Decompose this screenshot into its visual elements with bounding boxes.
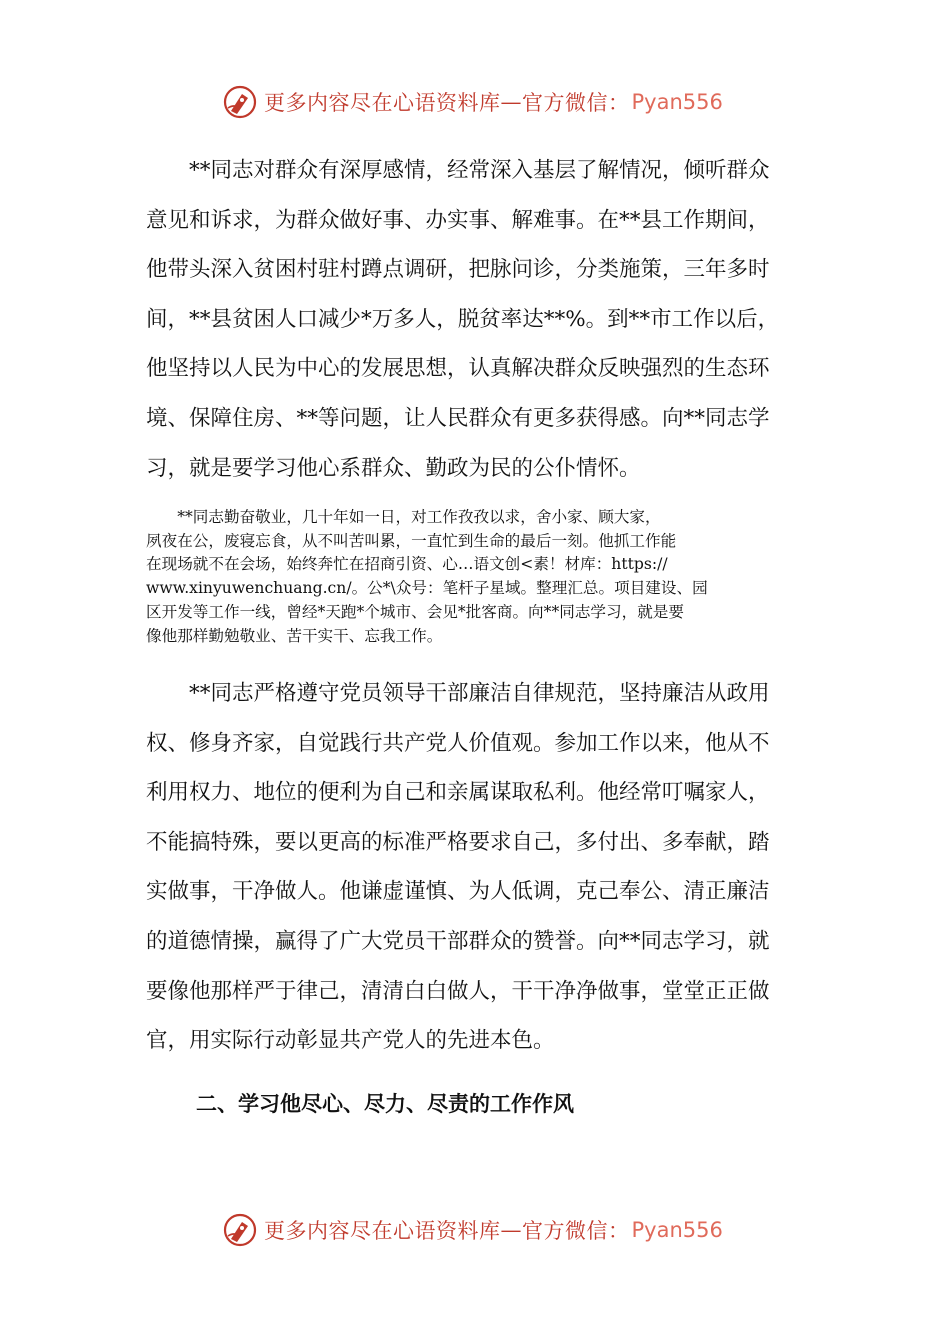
paragraph-1: [146, 146, 806, 493]
paragraph-line: 官，用实际行动彰显共产党人的先进本色。: [146, 1028, 555, 1054]
paragraph-line: www.xinyuwenchuang.cn/。公*\众号：笔杆子星域。整理汇总。项目建设、园: [146, 579, 708, 598]
paragraph-line: 权、修身齐家，自觉践行共产党人价值观。参加工作以来，他从不: [146, 730, 770, 756]
banner-wechat-id: Pyan556: [631, 1218, 723, 1242]
paragraph-line: 要像他那样严于律己，清清白白做人，干干净净做事，堂堂正正做: [146, 978, 770, 1004]
paragraph-line: **同志对群众有深厚感情，经常深入基层了解情况，倾听群众: [146, 158, 770, 183]
footer-banner: [222, 1210, 723, 1250]
banner-wechat-id: Pyan556: [631, 90, 723, 114]
paragraph-line: 像他那样勤勉敬业、苦干实干、忘我工作。: [146, 626, 443, 645]
banner-wechat-label: 官方微信：: [522, 1219, 630, 1243]
banner-title: 更多内容尽在心语资料库: [264, 91, 501, 115]
pen-nib-logo-icon: [222, 1212, 258, 1248]
paragraph-line: 在现场就不在会场，始终奔忙在招商引资、心…语文创<素！材库：https://: [146, 555, 668, 574]
paragraph-line: 区开发等工作一线，曾经*天跑*个城市、会见*批客商。向**同志学习，就是要: [146, 602, 684, 621]
section-heading: 二、学习他尽心、尽力、尽责的工作作风: [196, 1092, 574, 1116]
paragraph-line: 夙夜在公，废寝忘食，从不叫苦叫累，一直忙到生命的最后一刻。他抓工作能: [146, 531, 677, 550]
paragraph-line: 境、保障住房、**等问题，让人民群众有更多获得感。向**同志学: [146, 405, 770, 431]
banner-dash: —: [500, 1218, 522, 1242]
paragraph-line: 不能搞特殊，要以更高的标准严格要求自己，多付出、多奉献，踏: [146, 829, 770, 855]
paragraph-line: 习，就是要学习他心系群众、勤政为民的公仆情怀。: [146, 455, 641, 481]
banner-wechat-label: 官方微信：: [522, 91, 630, 115]
paragraph-line: 的道德情操，赢得了广大党员干部群众的赞誉。向**同志学习，就: [146, 928, 770, 954]
paragraph-line: 意见和诉求，为群众做好事、办实事、解难事。在**县工作期间，: [146, 207, 770, 233]
banner-title: 更多内容尽在心语资料库: [264, 1219, 501, 1243]
paragraph-2: [146, 506, 811, 648]
paragraph-line: **同志严格遵守党员领导干部廉洁自律规范，坚持廉洁从政用: [146, 681, 770, 706]
paragraph-line: 他带头深入贫困村驻村蹲点调研，把脉问诊，分类施策，三年多时: [146, 257, 770, 283]
paragraph-3: [146, 669, 806, 1066]
header-banner: [222, 82, 723, 122]
paragraph-line: 他坚持以人民为中心的发展思想，认真解决群众反映强烈的生态环: [146, 356, 770, 382]
paragraph-line: 实做事，干净做人。他谦虚谨慎、为人低调，克己奉公、清正廉洁: [146, 879, 770, 905]
paragraph-line: 利用权力、地位的便利为自己和亲属谋取私利。他经常叮嘱家人，: [146, 780, 770, 806]
pen-nib-logo-icon: [222, 84, 258, 120]
paragraph-line: **同志勤奋敬业，几十年如一日，对工作孜孜以求，舍小家、顾大家，: [146, 508, 661, 526]
banner-dash: —: [500, 90, 522, 114]
paragraph-line: 间，**县贫困人口减少*万多人，脱贫率达**%。到**市工作以后，: [146, 306, 780, 332]
